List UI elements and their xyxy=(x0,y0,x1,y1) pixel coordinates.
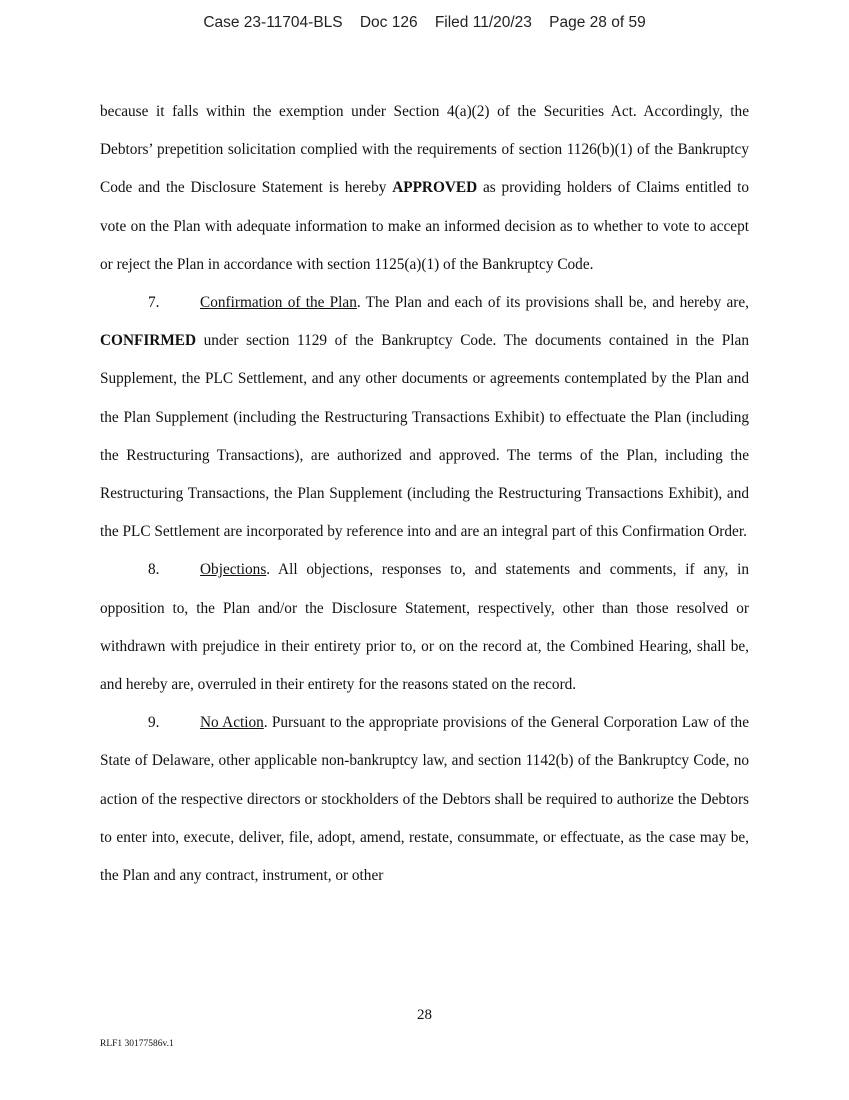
paragraph-text: . The Plan and each of its provisions shall be, and hereby are, xyxy=(356,294,749,312)
paragraph-8 xyxy=(100,551,749,704)
page-count: Page 28 of 59 xyxy=(549,14,646,31)
approved-emphasis: APPROVED xyxy=(392,179,478,197)
paragraph-7 xyxy=(100,284,749,551)
case-number: Case 23-11704-BLS xyxy=(203,14,343,31)
case-header xyxy=(0,14,849,32)
section-heading: Confirmation of the Plan xyxy=(200,294,357,312)
section-heading: Objections xyxy=(200,561,267,579)
paragraph-text: under section 1129 of the Bankruptcy Code. The documents contained in the Plan Supplement, the PLC Settlement, and any other documents or agreements contemplated by the Plan and the Plan Supplement (including the Restructuring Transactions Exhibit) to effectuate the Plan (including the Restructuring Transactions), are authorized and approved. The terms of the Plan, including the Restructuring Transactions, the Plan Supplement (including the Restructuring Transactions Exhibit), and the PLC Settlement are incorporated by reference into and are an integral part of this Confirmation Order. xyxy=(100,332,749,541)
paragraph-text: because it falls within the exemption under Section 4(a)(2) of the Securities Act. Accordingly, the Debtors’ prepetition solicitation complied with the requirements of section 1126(b)(1) of the Bankruptcy Code and the Disclosure Statement is hereby xyxy=(100,103,749,197)
paragraph-number: 8. xyxy=(148,561,160,579)
document-id: RLF1 30177586v.1 xyxy=(100,1039,174,1049)
doc-number: Doc 126 xyxy=(359,14,418,31)
section-heading: No Action xyxy=(200,714,264,732)
paragraph-number: 9. xyxy=(148,714,160,732)
filed-date: Filed 11/20/23 xyxy=(434,14,532,31)
document-body xyxy=(100,93,749,895)
paragraph-text: as providing holders of Claims entitled to vote on the Plan with adequate information to make an informed decision as to whether to vote to accept or reject the Plan in accordance with section 1125(a)(1) of the Bankruptcy Code. xyxy=(100,179,749,273)
paragraph-text: . All objections, responses to, and statements and comments, if any, in opposition to, the Plan and/or the Disclosure Statement, respectively, other than those resolved or withdrawn with prejudice in their entirety prior to, or on the record at, the Combined Hearing, shall be, and hereby are, overruled in their entirety for the reasons stated on the record. xyxy=(100,561,749,694)
confirmed-emphasis: CONFIRMED xyxy=(100,332,197,350)
page-number: 28 xyxy=(417,1007,432,1023)
paragraph-number: 7. xyxy=(148,294,160,312)
paragraph-9 xyxy=(100,704,749,895)
paragraph-text: . Pursuant to the appropriate provisions of the General Corporation Law of the State of Delaware, other applicable non-bankruptcy law, and section 1142(b) of the Bankruptcy Code, no action of the respective directors or stockholders of the Debtors shall be required to authorize the Debtors to enter into, execute, deliver, file, adopt, amend, restate, consummate, or effectuate, as the case may be, the Plan and any contract, instrument, or other xyxy=(100,714,749,885)
paragraph-continued xyxy=(100,93,749,284)
